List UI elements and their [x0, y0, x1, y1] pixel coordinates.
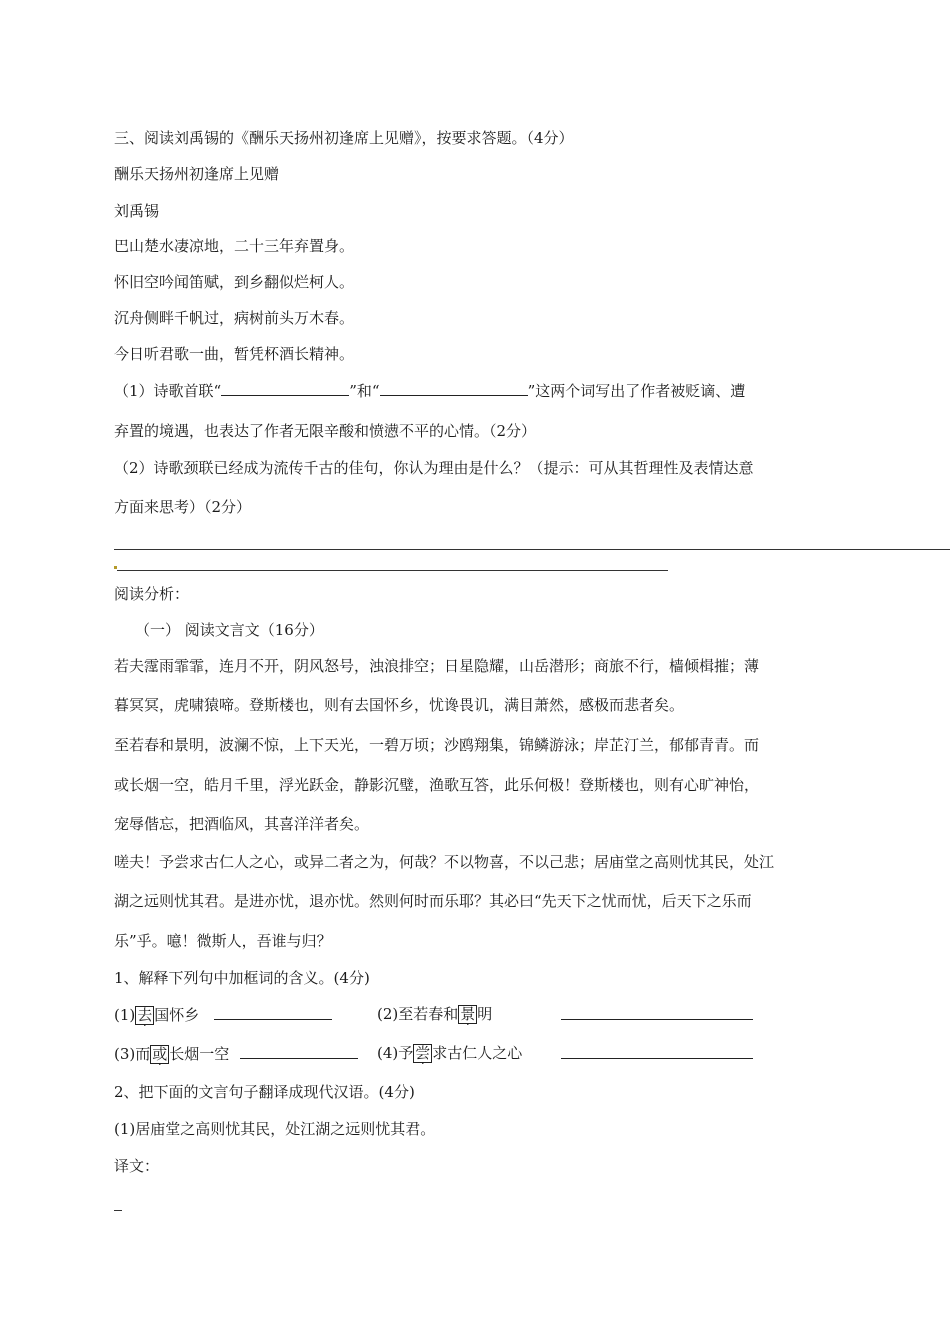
boxed-word: 尝: [415, 1044, 431, 1062]
passage-line: 宠辱偕忘，把酒临风，其喜洋洋者矣。: [114, 815, 370, 833]
question-1-text: ”和“: [349, 382, 380, 400]
answer-line[interactable]: [117, 570, 668, 571]
answer-label: 译文：: [114, 1157, 160, 1175]
passage-line: 若夫霪雨霏霏，连月不开，阴风怒号，浊浪排空；日星隐耀，山岳潜形；商旅不行，樯倾楫摧；薄: [114, 657, 760, 675]
marker-dot: [114, 566, 117, 569]
vocab-item: [377, 1004, 492, 1024]
vocab-item: [114, 1004, 332, 1025]
poem-line: 今日听君歌一曲，暂凭杯酒长精神。: [114, 345, 355, 363]
question-1-cont: 弃置的境遇，也表达了作者无限辛酸和愤懑不平的心情。（2分）: [114, 422, 537, 440]
answer-blank[interactable]: [561, 1043, 753, 1059]
poem-line: 巴山楚水凄凉地，二十三年弃置身。: [114, 237, 355, 255]
vocab-item: [377, 1043, 522, 1063]
answer-line[interactable]: [114, 1210, 122, 1211]
passage-line: 乐”乎。噫！微斯人，吾谁与归？: [114, 932, 332, 950]
passage-line: 湖之远则忧其君。是进亦忧，退亦忧。然则何时而乐耶？其必曰“先天下之忧而忧，后天下之乐而: [114, 892, 752, 910]
boxed-word: 去: [137, 1006, 153, 1024]
answer-line[interactable]: [114, 549, 950, 550]
answer-blank[interactable]: [214, 1004, 332, 1020]
boxed-word: 或: [152, 1045, 168, 1063]
passage-line: 暮冥冥，虎啸猿啼。登斯楼也，则有去国怀乡，忧谗畏讥，满目萧然，感极而悲者矣。: [114, 696, 685, 714]
question-1-text: ”这两个词写出了作者被贬谪、遭: [527, 382, 746, 400]
answer-blank[interactable]: [380, 380, 528, 396]
answer-blank[interactable]: [561, 1004, 753, 1020]
poem-title: 酬乐天扬州初逢席上见赠: [114, 165, 280, 183]
poem-author: 刘禹锡: [114, 202, 160, 220]
question-1-text: （1）诗歌首联“: [114, 382, 222, 400]
boxed-word: 景: [460, 1005, 476, 1023]
question-heading: 三、阅读刘禹锡的《酬乐天扬州初逢席上见赠》，按要求答题。（4分）: [114, 129, 574, 147]
item-prefix: (3)而: [114, 1045, 151, 1063]
poem-line: 怀旧空吟闻笛赋，到乡翻似烂柯人。: [114, 273, 355, 291]
item-suffix: 国怀乡: [154, 1006, 200, 1024]
poem-line: 沉舟侧畔千帆过，病树前头万木春。: [114, 309, 355, 327]
passage-line: 或长烟一空，皓月千里，浮光跃金，静影沉璧，渔歌互答，此乐何极！登斯楼也，则有心旷神怡，: [114, 776, 760, 794]
item-prefix: (4)予: [377, 1044, 414, 1062]
exercise-1: 1、解释下列句中加框词的含义。(4分): [114, 969, 370, 987]
item-prefix: (2)至若春和: [377, 1005, 459, 1023]
question-2: （2）诗歌颈联已经成为流传千古的佳句，你认为理由是什么？（提示：可从其哲理性及表情达意: [114, 459, 754, 477]
section-heading: （一） 阅读文言文（16分）: [135, 621, 324, 639]
analysis-label: 阅读分析：: [114, 585, 190, 603]
item-suffix: 长烟一空: [169, 1045, 230, 1063]
item-suffix: 求古仁人之心: [432, 1044, 523, 1062]
item-prefix: (1): [114, 1006, 136, 1024]
passage-line: 至若春和景明，波澜不惊，上下天光，一碧万顷；沙鸥翔集，锦鳞游泳；岸芷汀兰，郁郁青青。而: [114, 736, 760, 754]
answer-blank[interactable]: [240, 1043, 358, 1059]
vocab-item: [114, 1043, 358, 1064]
question-2-cont: 方面来思考）（2分）: [114, 498, 252, 516]
answer-blank[interactable]: [221, 380, 349, 396]
translation-sentence: (1)居庙堂之高则忧其民，处江湖之远则忧其君。: [114, 1120, 436, 1138]
passage-line: 嗟夫！予尝求古仁人之心，或异二者之为，何哉？不以物喜，不以己悲；居庙堂之高则忧其民，处江: [114, 853, 775, 871]
exercise-2: 2、把下面的文言句子翻译成现代汉语。(4分): [114, 1083, 415, 1101]
item-suffix: 明: [477, 1005, 493, 1023]
question-1: [114, 380, 745, 401]
